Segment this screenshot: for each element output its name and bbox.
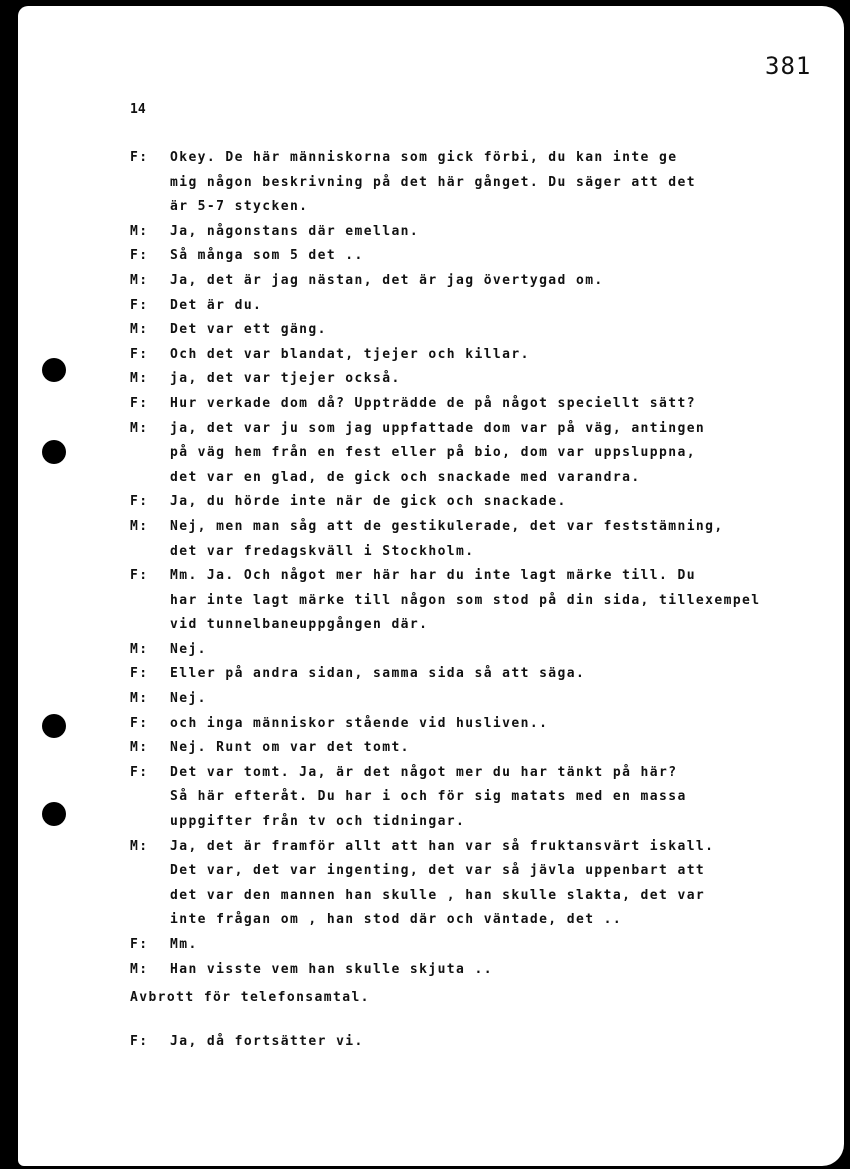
speaker-label: M: xyxy=(130,838,149,854)
utterance-text: mig någon beskrivning på det här gånget. Du säger att det xyxy=(170,174,696,190)
utterance-text: har inte lagt märke till någon som stod på din sida, tillexempel xyxy=(170,592,761,608)
transcript-line xyxy=(130,613,830,638)
transcript-line xyxy=(130,417,830,442)
transcript-line xyxy=(130,761,830,786)
speaker-label: M: xyxy=(130,420,149,436)
speaker-label: M: xyxy=(130,223,149,239)
transcript-line xyxy=(130,662,830,687)
transcript-line xyxy=(130,195,830,220)
transcript-line xyxy=(130,244,830,269)
utterance-text: Okey. De här människorna som gick förbi, du kan inte ge xyxy=(170,150,678,165)
speaker-label xyxy=(130,540,170,565)
utterance-text: vid tunnelbaneuppgången där. xyxy=(170,617,429,633)
transcript-line xyxy=(130,441,830,466)
punch-hole xyxy=(42,440,66,464)
transcript-line xyxy=(130,908,830,933)
utterance-text: Mm. Ja. Och något mer här har du inte lagt märke till. Du xyxy=(170,568,696,584)
speaker-label: F: xyxy=(130,248,149,264)
speaker-label xyxy=(130,589,170,614)
transcript-line xyxy=(130,490,830,515)
speaker-label: F: xyxy=(130,494,149,510)
interruption-note: Avbrott för telefonsamtal. xyxy=(130,990,370,1005)
transcript-line xyxy=(130,712,830,737)
speaker-label xyxy=(130,613,170,638)
speaker-label xyxy=(130,171,170,196)
speaker-label: F: xyxy=(130,715,149,731)
transcript-line xyxy=(130,859,830,884)
utterance-text: Nej. xyxy=(170,691,207,707)
speaker-label: M: xyxy=(130,518,149,534)
utterance-text: ja, det var ju som jag uppfattade dom var på väg, antingen xyxy=(170,420,706,436)
speaker-label xyxy=(130,908,170,933)
transcript-line xyxy=(130,540,830,565)
transcript-line xyxy=(130,515,830,540)
speaker-label: F: xyxy=(130,297,149,313)
utterance-text: inte frågan om , han stod där och väntade, det .. xyxy=(170,912,623,928)
punch-hole xyxy=(42,714,66,738)
transcript-line xyxy=(130,785,830,810)
speaker-label: M: xyxy=(130,691,149,707)
transcript-line xyxy=(130,564,830,589)
transcript-line xyxy=(130,810,830,835)
speaker-label: M: xyxy=(130,740,149,756)
utterance-text: Det var, det var ingenting, det var så jävla uppenbart att xyxy=(170,863,706,879)
speaker-label: F: xyxy=(130,666,149,682)
transcript-line xyxy=(130,589,830,614)
speaker-label: M: xyxy=(130,322,149,338)
transcript-line xyxy=(130,220,830,245)
utterance-text: Nej. Runt om var det tomt. xyxy=(170,740,410,756)
speaker-label: F: xyxy=(130,346,149,362)
transcript-line xyxy=(130,343,830,368)
transcript-line xyxy=(130,835,830,860)
speaker-label: F: xyxy=(130,150,149,165)
utterance-text: det var den mannen han skulle , han skulle slakta, det var xyxy=(170,887,706,903)
transcript-line xyxy=(130,933,830,958)
speaker-label: M: xyxy=(130,641,149,657)
transcript-final-line xyxy=(130,1034,364,1049)
utterance-text: är 5-7 stycken. xyxy=(170,199,309,215)
utterance-text: ja, det var tjejer också. xyxy=(170,371,401,387)
transcript-line xyxy=(130,638,830,663)
utterance-text: Ja, någonstans där emellan. xyxy=(170,223,420,239)
transcript-line xyxy=(130,367,830,392)
document-page xyxy=(18,6,844,1166)
speaker-label: M: xyxy=(130,961,149,977)
transcript-line xyxy=(130,392,830,417)
utterance-text: Det var tomt. Ja, är det något mer du har tänkt på här? xyxy=(170,764,678,780)
speaker-label xyxy=(130,785,170,810)
speaker-label xyxy=(130,859,170,884)
transcript-line xyxy=(130,884,830,909)
speaker-label: M: xyxy=(130,272,149,288)
speaker-label xyxy=(130,884,170,909)
transcript-line xyxy=(130,958,830,983)
utterance-text: Ja, då fortsätter vi. xyxy=(170,1034,364,1049)
utterance-text: Ja, du hörde inte när de gick och snackade. xyxy=(170,494,567,510)
transcript xyxy=(130,146,830,982)
transcript-line xyxy=(130,318,830,343)
transcript-line xyxy=(130,294,830,319)
punch-hole xyxy=(42,358,66,382)
utterance-text: och inga människor stående vid husliven.. xyxy=(170,715,549,731)
transcript-line xyxy=(130,146,830,171)
speaker-label: F: xyxy=(130,764,149,780)
utterance-text: det var en glad, de gick och snackade med varandra. xyxy=(170,469,641,485)
speaker-label xyxy=(130,441,170,466)
page-number: 381 xyxy=(765,52,812,80)
speaker-label xyxy=(130,810,170,835)
utterance-text: Eller på andra sidan, samma sida så att säga. xyxy=(170,666,586,682)
speaker-label: F: xyxy=(130,1034,149,1049)
utterance-text: Så här efteråt. Du har i och för sig matats med en massa xyxy=(170,789,687,805)
section-number: 14 xyxy=(130,102,146,117)
speaker-label xyxy=(130,466,170,491)
utterance-text: Och det var blandat, tjejer och killar. xyxy=(170,346,530,362)
utterance-text: på väg hem från en fest eller på bio, dom var uppsluppna, xyxy=(170,445,696,461)
utterance-text: Mm. xyxy=(170,937,198,952)
speaker-label: F: xyxy=(130,395,149,411)
utterance-text: Nej, men man såg att de gestikulerade, det var feststämning, xyxy=(170,518,724,534)
utterance-text: Så många som 5 det .. xyxy=(170,248,364,264)
utterance-text: Det är du. xyxy=(170,297,263,313)
transcript-line xyxy=(130,269,830,294)
utterance-text: Ja, det är framför allt att han var så fruktansvärt iskall. xyxy=(170,838,715,854)
speaker-label xyxy=(130,195,170,220)
speaker-label: F: xyxy=(130,937,149,952)
punch-hole xyxy=(42,802,66,826)
transcript-line xyxy=(130,171,830,196)
utterance-text: Det var ett gäng. xyxy=(170,322,327,338)
transcript-line xyxy=(130,736,830,761)
utterance-text: det var fredagskväll i Stockholm. xyxy=(170,543,475,559)
transcript-line xyxy=(130,466,830,491)
transcript-line xyxy=(130,687,830,712)
speaker-label: M: xyxy=(130,371,149,387)
utterance-text: Han visste vem han skulle skjuta .. xyxy=(170,961,493,977)
utterance-text: Nej. xyxy=(170,641,207,657)
utterance-text: Hur verkade dom då? Uppträdde de på något speciellt sätt? xyxy=(170,395,696,411)
speaker-label: F: xyxy=(130,568,149,584)
utterance-text: Ja, det är jag nästan, det är jag övertygad om. xyxy=(170,272,604,288)
utterance-text: uppgifter från tv och tidningar. xyxy=(170,814,466,830)
